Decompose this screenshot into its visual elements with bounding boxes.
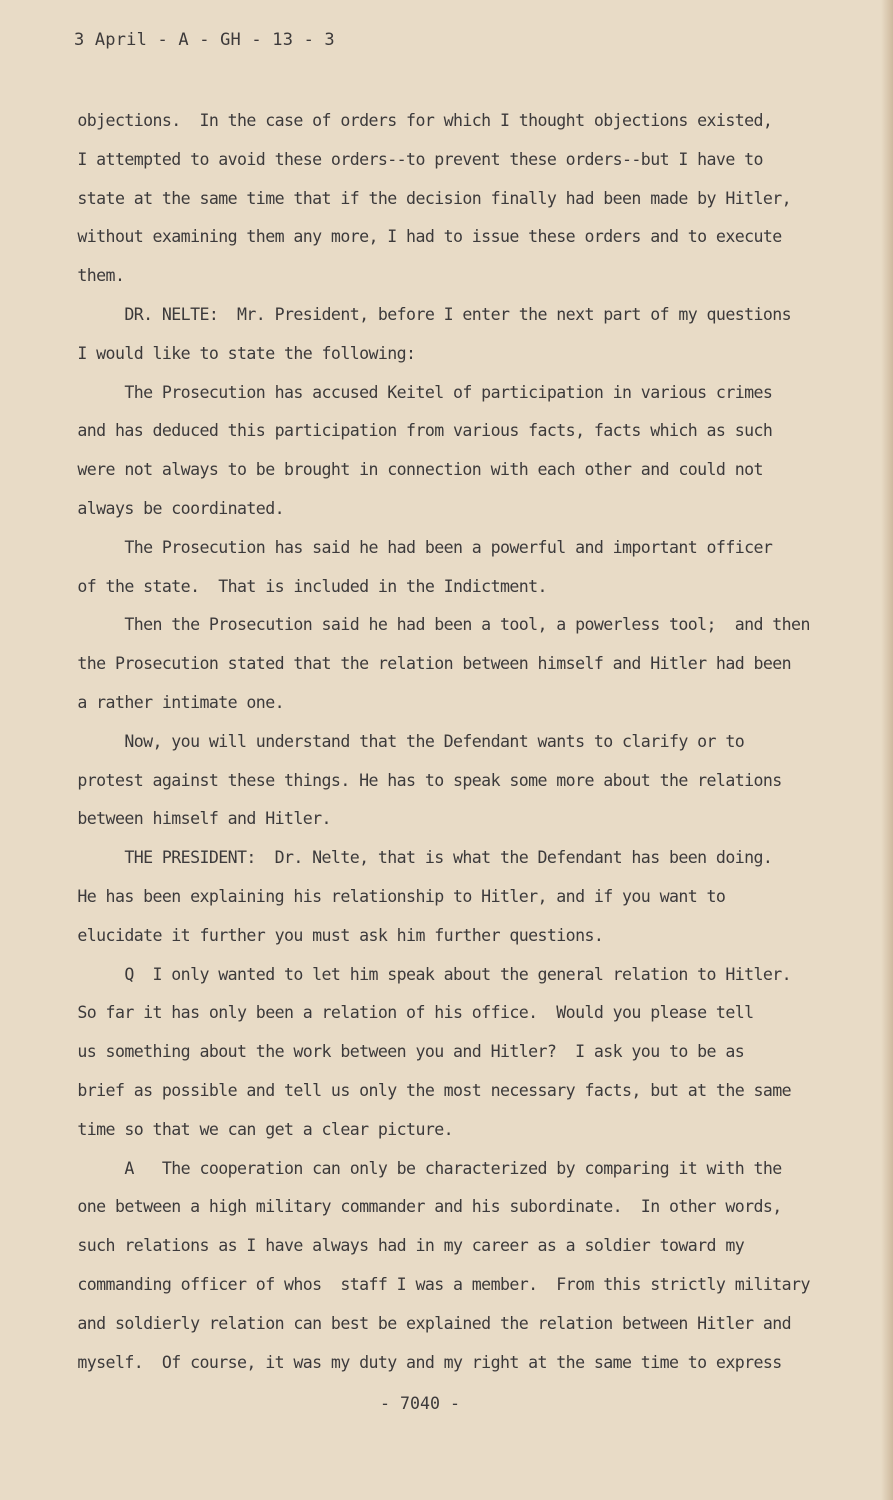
text-line: and has deduced this participation from various facts, facts which as such [68,421,773,441]
text-line: The Prosecution has said he had been a powerful and important officer [68,537,773,557]
text-line: were not always to be brought in connection with each other and could not [68,460,763,480]
text-line: elucidate it further you must ask him further questions. [68,925,604,945]
transcript-body [68,102,828,1382]
text-line: state at the same time that if the decision finally had been made by Hitler, [68,188,792,208]
text-line: and soldierly relation can best be explained the relation between Hitler and [68,1313,792,1333]
text-line: I would like to state the following: [68,343,416,363]
text-line: Q I only wanted to let him speak about the general relation to Hitler. [68,964,792,984]
text-line: He has been explaining his relationship to Hitler, and if you want to [68,886,726,906]
text-line: DR. NELTE: Mr. President, before I enter the next part of my questions [68,304,792,324]
text-line: myself. Of course, it was my duty and my right at the same time to express [68,1352,782,1372]
text-line: us something about the work between you and Hitler? I ask you to be as [68,1042,745,1062]
text-line: brief as possible and tell us only the most necessary facts, but at the same [68,1080,792,1100]
page-edge-shadow [881,0,893,1500]
text-line: without examining them any more, I had to issue these orders and to execute [68,227,782,247]
text-line: of the state. That is included in the Indictment. [68,576,547,596]
page-header-reference: 3 April - A - GH - 13 - 3 [74,30,335,50]
text-line: always be coordinated. [68,498,284,518]
text-line: one between a high military commander and his subordinate. In other words, [68,1197,782,1217]
text-line: them. [68,266,125,286]
text-line: between himself and Hitler. [68,809,331,829]
text-line: commanding officer of whos staff I was a member. From this strictly military [68,1274,810,1294]
text-line: such relations as I have always had in my career as a soldier toward my [68,1236,745,1256]
text-line: a rather intimate one. [68,692,284,712]
text-line: Then the Prosecution said he had been a tool, a powerless tool; and then [68,615,810,635]
text-line: Now, you will understand that the Defendant wants to clarify or to [68,731,745,751]
page-number: - 7040 - [380,1394,460,1413]
text-line: time so that we can get a clear picture. [68,1119,454,1139]
text-line: THE PRESIDENT: Dr. Nelte, that is what the Defendant has been doing. [68,848,773,868]
text-line: the Prosecution stated that the relation between himself and Hitler had been [68,654,792,674]
text-line: A The cooperation can only be characterized by comparing it with the [68,1158,782,1178]
text-line: protest against these things. He has to speak some more about the relations [68,770,782,790]
text-line: So far it has only been a relation of his office. Would you please tell [68,1003,754,1023]
text-line: The Prosecution has accused Keitel of participation in various crimes [68,382,773,402]
text-line: objections. In the case of orders for which I thought objections existed, [68,111,773,130]
text-line: I attempted to avoid these orders--to prevent these orders--but I have to [68,149,763,169]
